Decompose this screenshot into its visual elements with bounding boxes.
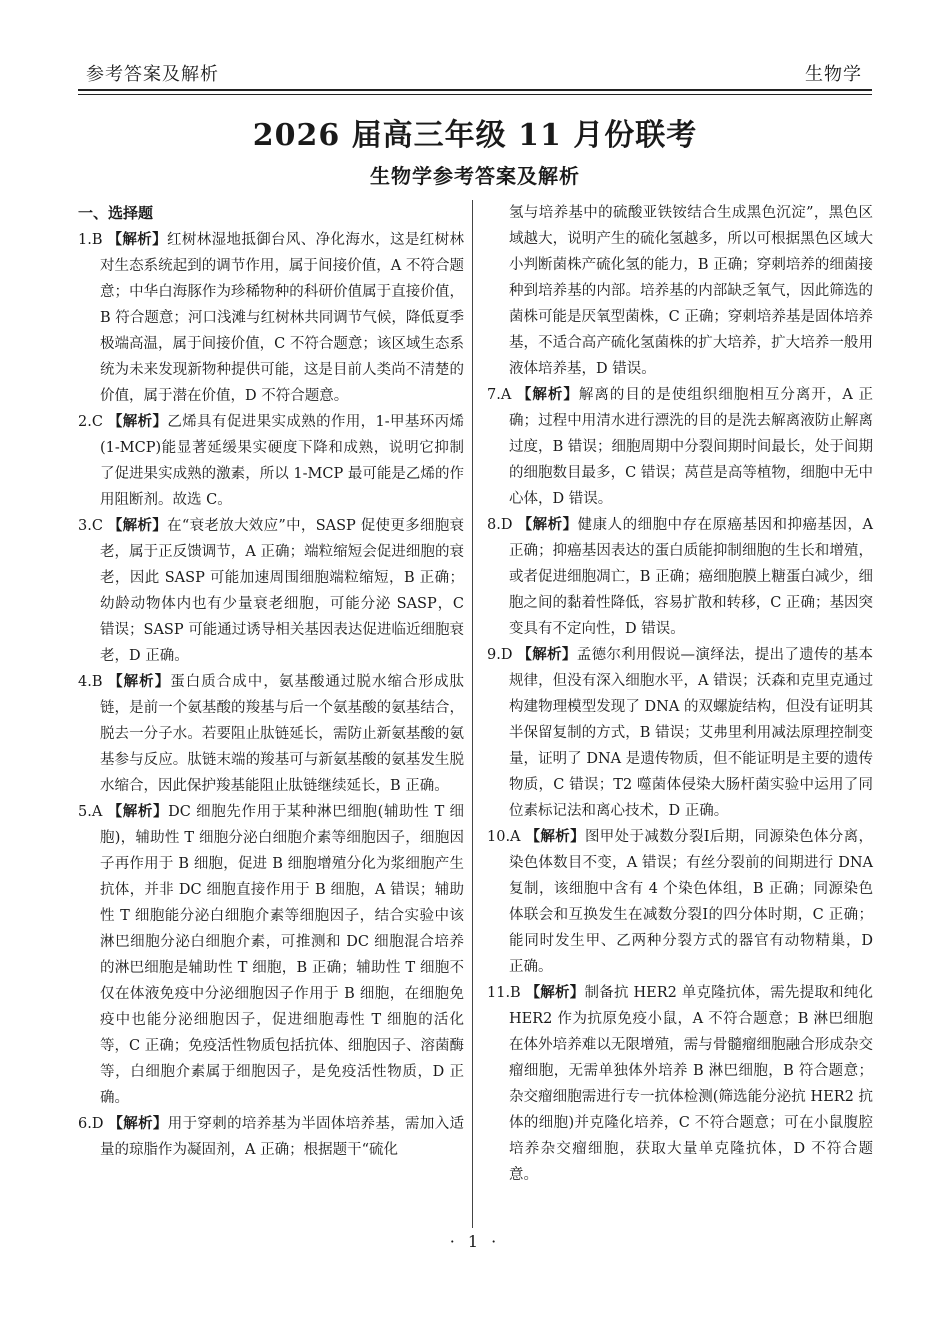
header-rule-thin	[78, 94, 872, 95]
answer-item	[487, 512, 873, 642]
answer-number: 7.A	[487, 387, 512, 403]
answer-continuation: 氢与培养基中的硫酸亚铁铵结合生成黑色沉淀”，黑色区域越大，说明产生的硫化氢越多，所以可根据黑色区域大小判断菌株产硫化氢的能力，B 正确；穿刺培养的细菌接种到培养基的内部。培养基的内部缺乏氧气，因此筛选的菌株可能是厌氧型菌株，C 正确；穿刺培养基是固体培养基，不适合高产硫化氢菌株的扩大培养，扩大培养一般用液体培养基，D 错误。	[509, 205, 873, 377]
answer-item	[487, 642, 873, 824]
answer-item	[78, 669, 464, 799]
answer-item	[487, 382, 873, 512]
right-column	[487, 200, 873, 1188]
answer-item	[78, 227, 464, 409]
analysis-tag: 【解析】	[517, 647, 577, 663]
answer-text: DC 细胞先作用于某种淋巴细胞(辅助性 T 细胞)，辅助性 T 细胞分泌白细胞介素等细胞因子，细胞因子再作用于 B 细胞，促进 B 细胞增殖分化为浆细胞产生抗体，并非 DC 细胞直接作用于 B 细胞，A 错误；辅助性 T 细胞能分泌白细胞介素等细胞因子，结合实验中该淋巴细胞分泌白细胞介素，可推测和 DC 细胞混合培养的淋巴细胞是辅助性 T 细胞，B 正确；辅助性 T 细胞不仅在体液免疫中分泌细胞因子作用于 B 细胞，在细胞免疫中也能分泌细胞因子，促进细胞毒性 T 细胞的活化等，C 正确；免疫活性物质包括抗体、细胞因子、溶菌酶等，白细胞介素属于细胞因子，是免疫活性物质，D 正确。	[100, 804, 465, 1106]
page-number: · 1 ·	[449, 1232, 501, 1251]
answer-text: 用于穿刺的培养基为半固体培养基，需加入适量的琼脂作为凝固剂，A 正确；根据题干“硫化	[100, 1116, 465, 1158]
answer-number: 11.B	[487, 985, 521, 1001]
answer-item	[78, 513, 464, 669]
page-title: 2026 届高三年级 11 月份联考	[252, 118, 698, 153]
analysis-tag: 【解析】	[107, 414, 168, 430]
section-title: 一、选择题	[78, 204, 154, 222]
analysis-tag: 【解析】	[516, 387, 579, 403]
answer-number: 6.D	[78, 1116, 104, 1132]
analysis-tag: 【解析】	[107, 804, 169, 820]
header-subject: 生物学	[805, 64, 862, 85]
answer-item	[487, 980, 873, 1188]
answer-text: 健康人的细胞中存在原癌基因和抑癌基因，A 正确；抑癌基因表达的蛋白质能抑制细胞的生长和增殖，或者促进细胞凋亡，B 正确；癌细胞膜上糖蛋白减少，细胞之间的黏着性降低，容易扩散和转移，C 正确；基因突变具有不定向性，D 错误。	[509, 517, 873, 637]
answer-text: 解离的目的是使组织细胞相互分离开，A 正确；过程中用清水进行漂洗的目的是洗去解离液防止解离过度，B 错误；细胞周期中分裂间期时间最长，处于间期的细胞数目最多，C 错误；莴苣是高等植物，细胞中无中心体，D 错误。	[509, 387, 873, 507]
left-answer-list	[78, 227, 464, 1163]
answer-number: 8.D	[487, 517, 513, 533]
answer-text: 红树林湿地抵御台风、净化海水，这是红树林对生态系统起到的调节作用，属于间接价值，A 不符合题意；中华白海豚作为珍稀物种的科研价值属于直接价值，B 符合题意；河口浅滩与红树林共同调节气候，降低夏季极端高温，属于间接价值，C 不符合题意；该区域生态系统为未来发现新物种提供可能，这是目前人类尚不清楚的价值，属于潜在价值，D 不符合题意。	[100, 232, 465, 404]
column-divider	[472, 200, 473, 1228]
answer-text: 在“衰老放大效应”中，SASP 促使更多细胞衰老，属于正反馈调节，A 正确；端粒缩短会促进细胞的衰老，因此 SASP 可能加速周围细胞端粒缩短，B 正确；幼龄动物体内也有少量衰老细胞，可能分泌 SASP，C 错误；SASP 可能通过诱导相关基因表达促进临近细胞衰老，D 正确。	[100, 518, 465, 664]
analysis-tag: 【解析】	[108, 674, 171, 690]
header-rule-thick	[78, 89, 872, 91]
analysis-tag: 【解析】	[107, 518, 168, 534]
answer-item	[78, 1111, 464, 1163]
answer-text: 乙烯具有促进果实成熟的作用，1-甲基环丙烯(1-MCP)能显著延缓果实硬度下降和成熟，说明它抑制了促进果实成熟的激素，所以 1-MCP 最可能是乙烯的作用阻断剂。故选 C。	[100, 414, 465, 508]
analysis-tag: 【解析】	[108, 1116, 168, 1132]
analysis-tag: 【解析】	[525, 985, 585, 1001]
analysis-tag: 【解析】	[517, 517, 578, 533]
answer-number: 10.A	[487, 829, 521, 845]
answer-number: 9.D	[487, 647, 513, 663]
answer-text: 孟德尔利用假说—演绎法，提出了遗传的基本规律，但没有深入细胞水平，A 错误；沃森和克里克通过构建物理模型发现了 DNA 的双螺旋结构，但没有证明其半保留复制的方式，B 错误；艾弗里利用减法原理控制变量，证明了 DNA 是遗传物质，但不能证明是主要的遗传物质，C 错误；T2 噬菌体侵染大肠杆菌实验中运用了同位素标记法和离心技术，D 正确。	[509, 647, 874, 819]
answer-item	[78, 409, 464, 513]
analysis-tag: 【解析】	[525, 829, 585, 845]
left-column	[78, 200, 464, 1163]
header-left: 参考答案及解析	[86, 64, 219, 85]
analysis-tag: 【解析】	[107, 232, 167, 248]
right-answer-list	[487, 382, 873, 1188]
answer-number: 1.B	[78, 232, 103, 248]
answer-number: 2.C	[78, 414, 103, 430]
answer-number: 4.B	[78, 674, 103, 690]
answer-number: 3.C	[78, 518, 103, 534]
page-subtitle: 生物学参考答案及解析	[370, 164, 580, 188]
answer-number: 5.A	[78, 804, 103, 820]
answer-text: 图甲处于减数分裂Ⅰ后期，同源染色体分离，染色体数目不变，A 错误；有丝分裂前的间期进行 DNA 复制，该细胞中含有 4 个染色体组，B 正确；同源染色体联会和互换发生在减数分裂Ⅰ的四分体时期，C 正确；能同时发生甲、乙两种分裂方式的器官有动物精巢，D 正确。	[509, 829, 873, 975]
answer-text: 蛋白质合成中，氨基酸通过脱水缩合形成肽链，是前一个氨基酸的羧基与后一个氨基酸的氨基结合，脱去一分子水。若要阻止肽链延长，需防止新氨基酸的氨基参与反应。肽链末端的羧基可与新氨基酸的氨基发生脱水缩合，因此保护羧基能阻止肽链继续延长，B 正确。	[100, 674, 465, 794]
answer-text: 制备抗 HER2 单克隆抗体，需先提取和纯化 HER2 作为抗原免疫小鼠，A 不符合题意；B 淋巴细胞在体外培养难以无限增殖，需与骨髓瘤细胞融合形成杂交瘤细胞，无需单独体外培养 B 淋巴细胞，B 符合题意；杂交瘤细胞需进行专一抗体检测(筛选能分泌抗 HER2 抗体的细胞)并克隆化培养，C 不符合题意；可在小鼠腹腔培养杂交瘤细胞，获取大量单克隆抗体，D 不符合题意。	[509, 985, 874, 1183]
answer-item	[487, 824, 873, 980]
answer-item	[78, 799, 464, 1111]
